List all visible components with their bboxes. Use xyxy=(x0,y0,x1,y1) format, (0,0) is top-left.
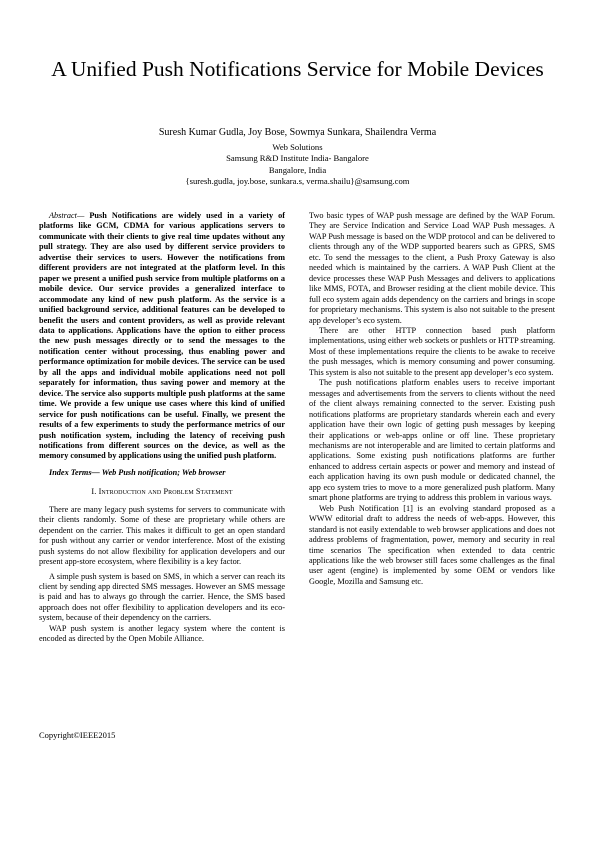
body-paragraph: A simple push system is based on SMS, in which a server can reach its client by sending app directed SMS messages. However an SMS message is paid and has to always go through the carrier. Hence, the SMS based approach does not offer flexibility to application developers and its eco-system, because of their dependency on the carriers. xyxy=(39,571,285,623)
abstract-text: Push Notifications are widely used in a variety of platforms like GCM, CDMA for various applications servers to communicate with their clients to give real time updates without any pull strategy. They are also used by different service providers to advertise their services to users. However the notifications from different providers are not integrated at the platform level. In this paper we present a unified push service from multiple platforms on a mobile device. Our service provides a generalized interface to accommodate any kind of new push platform. As the service is a unified background service, additional features can be developed to benefit the users and content providers, as well as provide relevant data to applications. Applications have the option to either process the new push messages directly or to send the messages to the notification center without processing, thus enabling power and performance optimization for mobile devices. The service can be used by all the apps and individual mobile applications need not poll separately for information, thus saving power and memory at the device. The service also supports multiple push platforms at the same time. We provide a few unique use cases where this kind of unified service for push notifications can be useful. Finally, we present the results of a few experiments to study the performance metrics of our push notification system, including the latency of receiving push notifications from different sources on the device, as well as the memory consumed by applications using the unified push platform. xyxy=(39,211,285,461)
body-paragraph: The push notifications platform enables users to receive important messages and advertisements from the servers to clients without the need of the client always remaining connected to the server. Existing push notifications platforms are proprietary standards wherein each and every application have their own logic of getting push messages by keeping their applications or web-apps online or off line. These proprietary mechanisms are not interoperable and are limited to certain platforms and applications. Some existing push notifications platforms are further enhanced to address certain aspects or power and memory and instead of each application having its own push module or dedicated channel, the app eco system tries to move to a more generalized push platform. Many smart phone platforms are trying to address this problem in various ways. xyxy=(309,378,555,503)
index-terms: Index Terms— Web Push notification; Web browser xyxy=(49,467,226,477)
author-list: Suresh Kumar Gudla, Joy Bose, Sowmya Sunkara, Shailendra Verma xyxy=(158,127,437,138)
location-line: Bangalore, India xyxy=(268,164,327,175)
paper-title: A Unified Push Notifications Service for Mobile Devices xyxy=(51,57,544,81)
abstract-label: Abstract— xyxy=(49,211,85,220)
body-paragraph: WAP push system is another legacy system where the content is encoded as directed by the Open Mobile Alliance. xyxy=(39,623,285,644)
left-column xyxy=(39,211,285,645)
copyright-notice: Copyright©IEEE2015 xyxy=(39,730,116,740)
body-paragraph: There are other HTTP connection based push platform implementations, using either web sockets or pushlets or HTTP streaming. Most of these implementations require the clients to be awake to receive the push messages, which is memory consuming and power consuming. This system is also not suitable to the present app developer’s eco system. xyxy=(309,325,556,377)
right-column xyxy=(309,211,555,587)
section-heading-introduction: I. Introduction and Problem Statement xyxy=(91,487,233,497)
body-paragraph: There are many legacy push systems for servers to communicate with their clients randomly. Some of these are proprietary while others are dependent on the carrier. This makes it difficult to get an open standard for push without any carrier or vendor interference. Most of the existing push systems do not allow flexibility for application developers and our present app-store ecosystem, where flexibility is a key factor. xyxy=(39,504,285,567)
department-line: Web Solutions xyxy=(272,142,323,152)
affiliation-block xyxy=(40,142,555,187)
institute-line: Samsung R&D Institute India- Bangalore xyxy=(226,153,369,164)
body-paragraph: Two basic types of WAP push message are defined by the WAP Forum. They are Service Indication and Service Load WAP Push messages. A WAP Push message is based on the WDP protocol and can be delivered to clients through any of the WDP supported bearers such as GPRS, SMS etc. To send the messages to the client, a Push Proxy Gateway is also needed which is maintained by the carriers. A WAP Push Client at the device processes these WAP Push Messages and delivers to applications like MMS, FOTA, and Browser residing at the client mobile device. This full eco system again adds dependency on the carriers and brings in scope for proprietary mechanisms. This system is also not suitable to the present app developer’s eco system. xyxy=(309,211,555,325)
email-line: {suresh.gudla, joy.bose, sunkara.s, verma.shailu}@samsung.com xyxy=(185,175,410,186)
abstract-paragraph xyxy=(39,211,285,462)
body-paragraph: Web Push Notification [1] is an evolving standard proposed as a WWW editorial draft to address the needs of web-apps. However, this standard is not easily extendable to web browser applications and does not address problems of fragmentation, power, memory and security in real time scenarios The specification when extended to data centric applications like the web browser still faces some challenges as the final user agent (engine) is implemented by some OEM or vendors like Google, Mozilla and Samsung etc. xyxy=(309,503,555,586)
